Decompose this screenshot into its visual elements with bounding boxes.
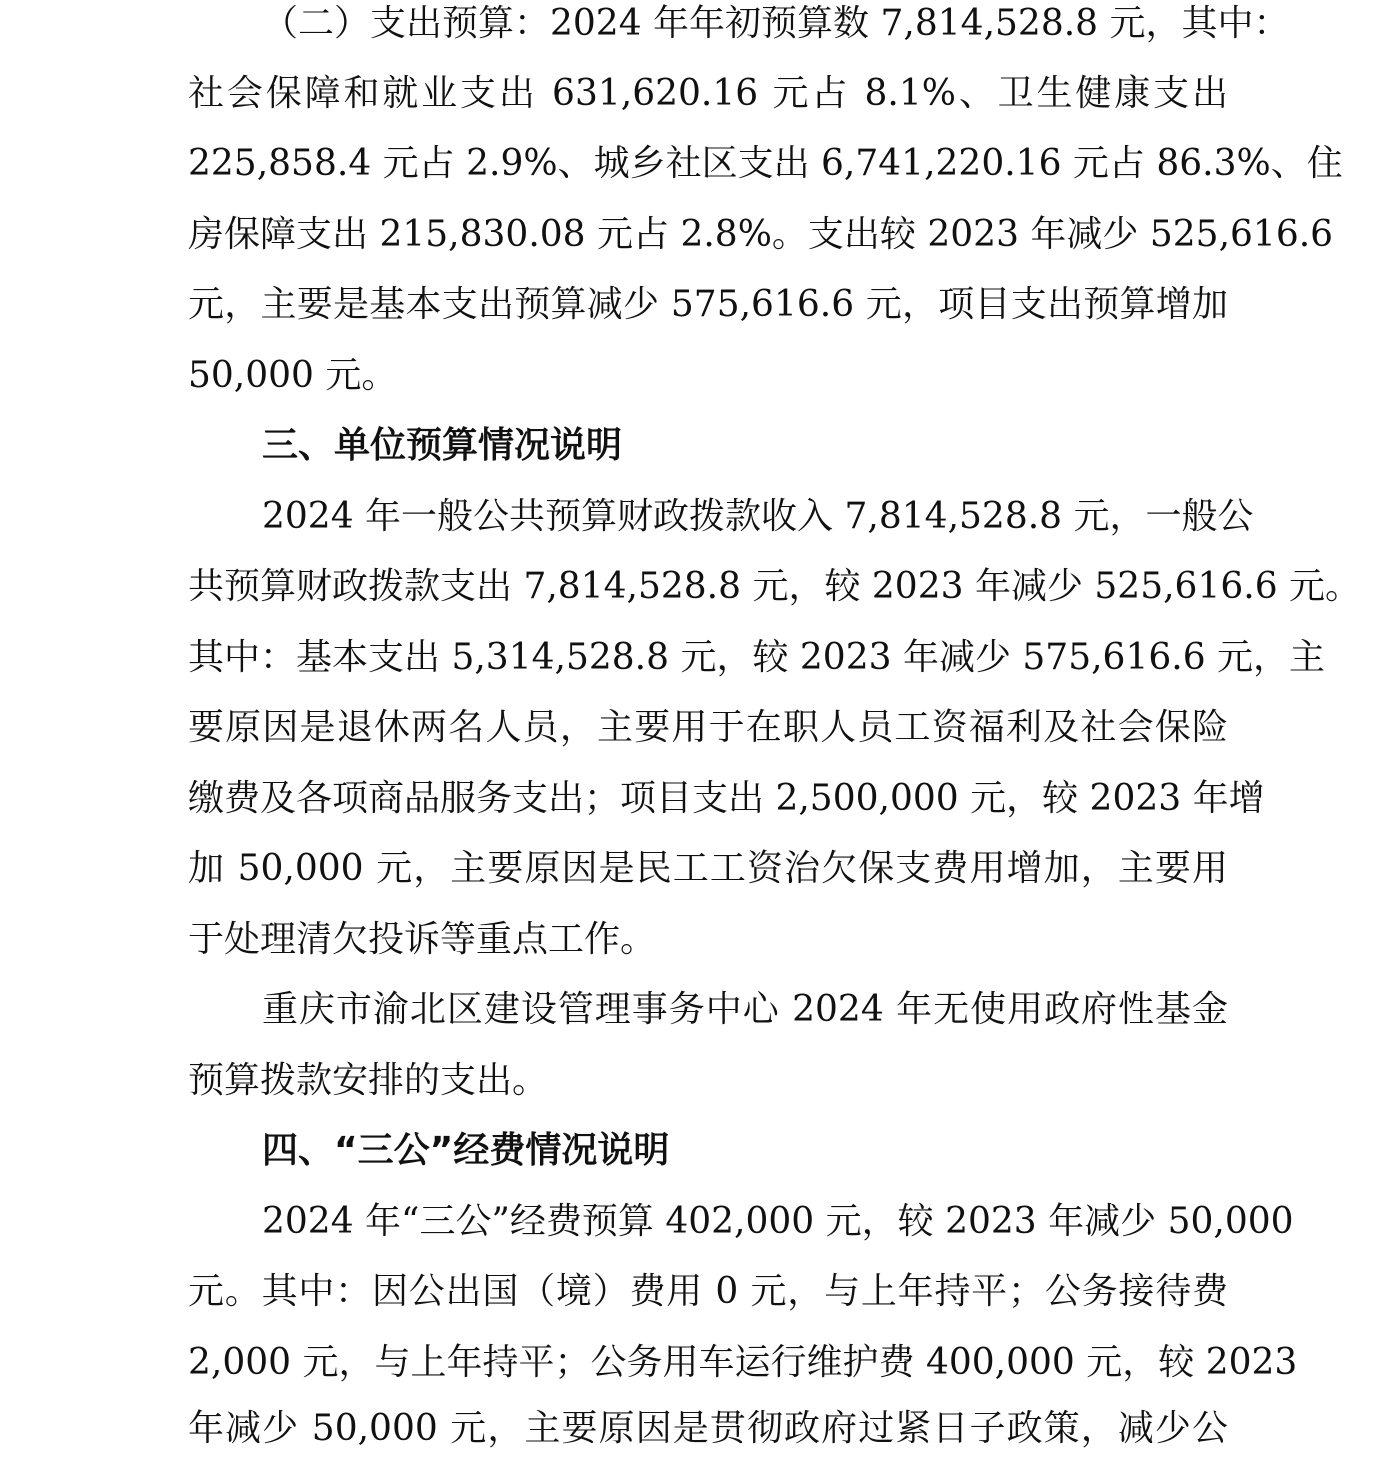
text-line: 2,000 元，与上年持平；公务用车运行维护费 400,000 元，较 2023: [188, 1342, 1298, 1383]
text-line: 重庆市渝北区建设管理事务中心 2024 年无使用政府性基金: [262, 989, 1228, 1030]
text-line: 2024 年一般公共预算财政拨款收入 7,814,528.8 元，一般公: [262, 496, 1254, 537]
text-line: 2024 年“三公”经费预算 402,000 元，较 2023 年减少 50,000: [262, 1201, 1294, 1242]
text-line: 共预算财政拨款支出 7,814,528.8 元，较 2023 年减少 525,616.6 元。: [188, 566, 1362, 607]
text-line: 225,858.4 元占 2.9%、城乡社区支出 6,741,220.16 元占 86.3%、住: [188, 143, 1343, 184]
text-line: （二）支出预算：2024 年年初预算数 7,814,528.8 元，其中：: [262, 3, 1290, 44]
text-line: 房保障支出 215,830.08 元占 2.8%。支出较 2023 年减少 525,616.6: [188, 214, 1334, 255]
text-line: 要原因是退休两名人员，主要用于在职人员工资福利及社会保险: [188, 707, 1228, 748]
text-line: 元，主要是基本支出预算减少 575,616.6 元，项目支出预算增加: [188, 284, 1228, 325]
text-line: 其中：基本支出 5,314,528.8 元，较 2023 年减少 575,616.6 元，主: [188, 637, 1326, 678]
text-line: 50,000 元。: [188, 355, 398, 396]
text-line: 元。其中：因公出国（境）费用 0 元，与上年持平；公务接待费: [188, 1271, 1228, 1312]
text-line: 于处理清欠投诉等重点工作。: [188, 919, 657, 960]
section-heading: 四、“三公”经费情况说明: [262, 1130, 670, 1171]
text-line: 预算拨款安排的支出。: [188, 1060, 549, 1101]
text-line: 年减少 50,000 元，主要原因是贯彻政府过紧日子政策，减少公: [188, 1408, 1228, 1449]
text-line: 缴费及各项商品服务支出；项目支出 2,500,000 元，较 2023 年增: [188, 778, 1265, 819]
section-heading: 三、单位预算情况说明: [262, 425, 623, 466]
text-line: 加 50,000 元，主要原因是民工工资治欠保支费用增加，主要用: [188, 848, 1228, 889]
text-line: 社会保障和就业支出 631,620.16 元占 8.1%、卫生健康支出: [188, 73, 1228, 114]
